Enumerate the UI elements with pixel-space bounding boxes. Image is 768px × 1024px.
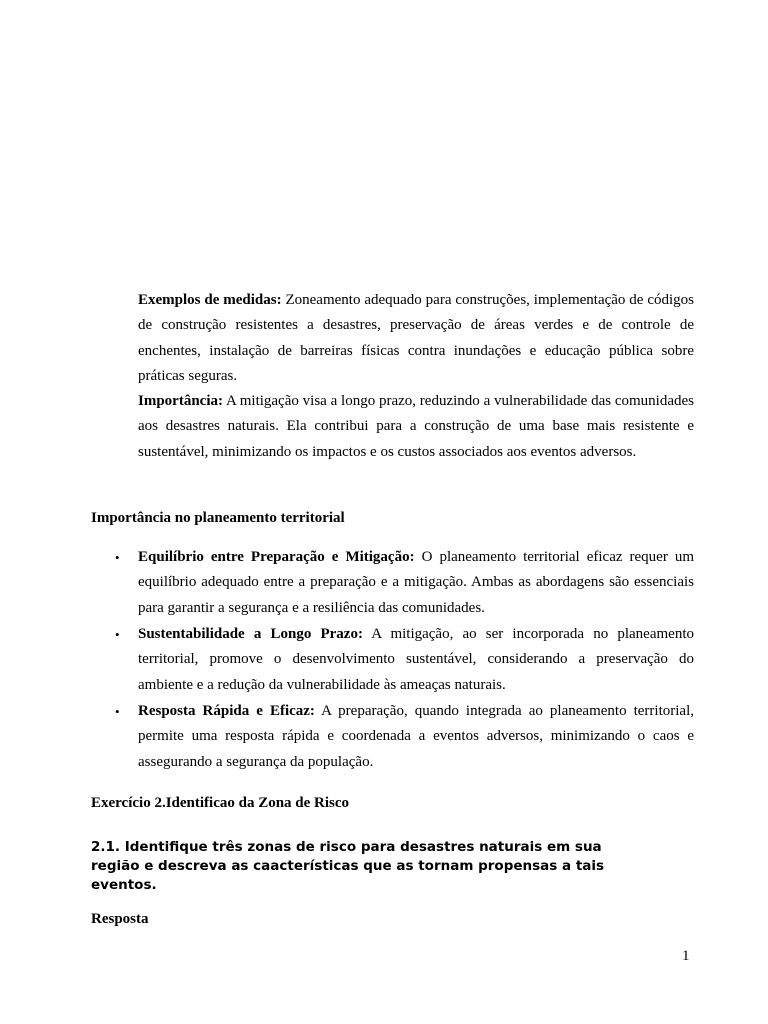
bullet-text: A mitigação, ao ser incorporada no planeamento territorial, promove o desenvolvimento sustentável, considerando a preservação do ambiente e a redução da vulnerabilidade às ameaças naturais. — [138, 626, 694, 693]
importance-label: Importância: — [138, 393, 223, 409]
bullet-icon: • — [115, 550, 120, 565]
bullet-text: A preparação, quando integrada ao planeamento territorial, permite uma resposta rápida e coordenada a eventos adversos, minimizando o caos e assegurando a segurança da população. — [138, 703, 694, 770]
bullet-icon: • — [115, 704, 120, 719]
bullet-item-sustainability — [138, 622, 694, 698]
examples-label: Exemplos de medidas: — [138, 292, 282, 308]
answer-heading: Resposta — [91, 911, 149, 927]
bullet-text: O planeamento territorial eficaz requer um equilíbrio adequado entre a preparação e a mitigação. Ambas as abordagens são essenciais para garantir a segurança e a resiliência das comunidades. — [138, 549, 695, 616]
importance-text: A mitigação visa a longo prazo, reduzindo a vulnerabilidade das comunidades aos desastres naturais. Ela contribui para a construção de uma base mais resistente e sustentável, minimizando os impactos e os custos associados aos eventos adversos. — [138, 393, 694, 460]
bullet-item-response — [138, 699, 694, 775]
bullet-label: Equilíbrio entre Preparação e Mitigação: — [138, 549, 415, 565]
examples-paragraph — [138, 288, 694, 389]
question-text: 2.1. Identifique três zonas de risco para desastres naturais em sua região e descreva as caacterísticas que as tornam propensas a tais eventos. — [91, 839, 605, 893]
bullet-item-balance — [138, 545, 694, 621]
bullet-label: Resposta Rápida e Eficaz: — [138, 703, 315, 719]
page-number: 1 — [682, 948, 690, 964]
examples-text: Zoneamento adequado para construções, implementação de códigos de construção resistentes a desastres, preservação de áreas verdes e de controle de enchentes, instalação de barreiras físicas contra inundações e educação pública sobre práticas seguras. — [138, 292, 695, 384]
planning-heading: Importância no planeamento territorial — [91, 510, 345, 526]
bullet-label: Sustentabilidade a Longo Prazo: — [138, 626, 363, 642]
exercise-heading: Exercício 2.Identificao da Zona de Risco — [91, 795, 350, 811]
bullet-icon: • — [115, 627, 120, 642]
importance-paragraph — [138, 389, 694, 465]
